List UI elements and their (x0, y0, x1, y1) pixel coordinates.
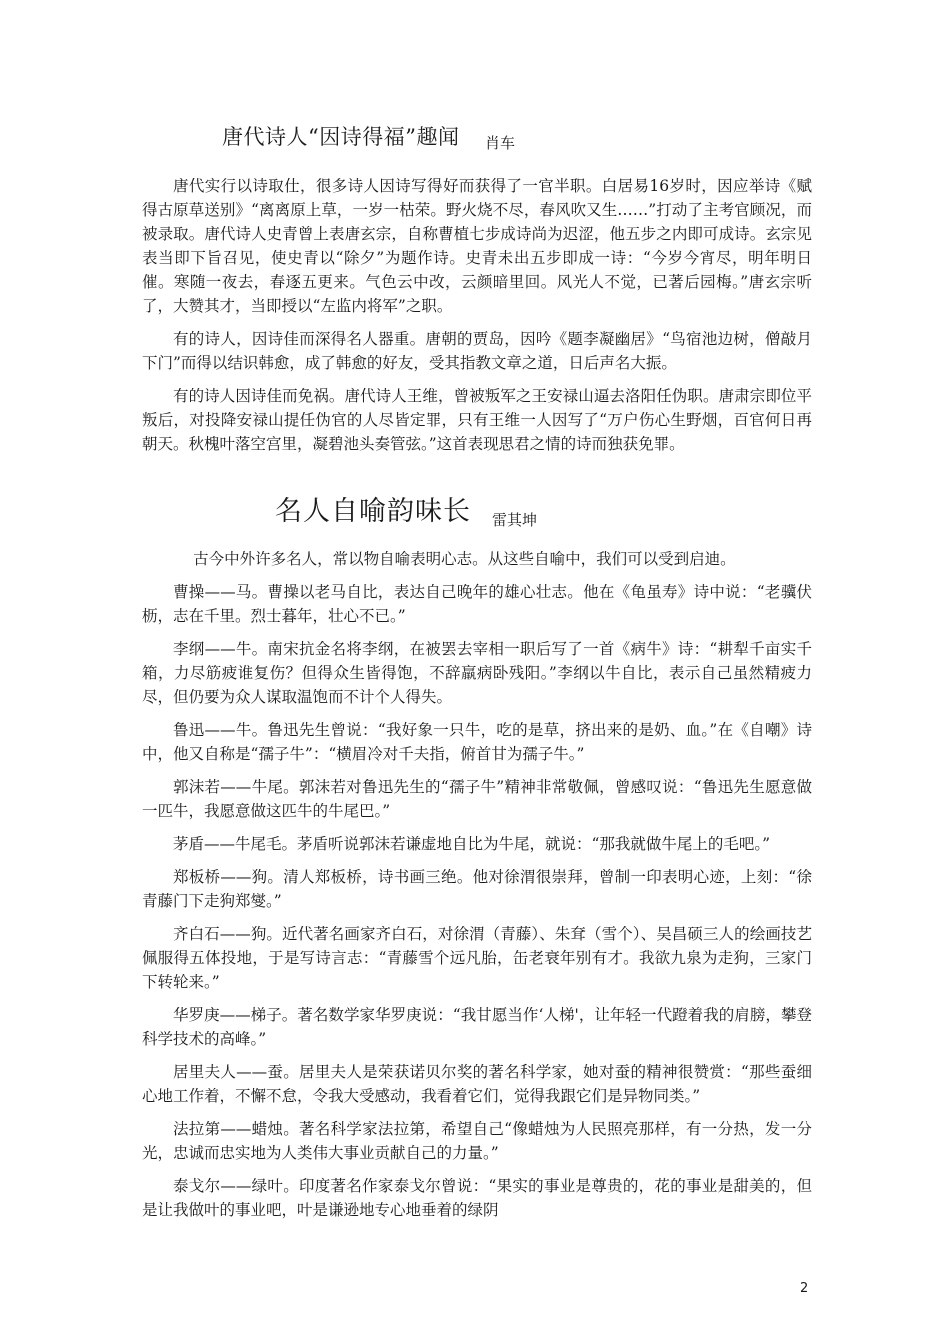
article2-paragraph: 居里夫人——蚕。居里夫人是荣获诺贝尔奖的著名科学家，她对蚕的精神很赞赏：“那些蚕细心地工作着，不懈不怠，令我大受感动，我看着它们，觉得我跟它们是异物同类。” (142, 1063, 812, 1105)
article2-paragraph: 李纲——牛。南宋抗金名将李纲，在被罢去宰相一职后写了一首《病牛》诗：“耕犁千亩实千箱，力尽筋疲谁复伤？但得众生皆得饱，不辞羸病卧残阳。”李纲以牛自比，表示自己虽然精疲力尽，但仍要为众人谋取温饱而不计个人得失。 (142, 640, 812, 706)
article2-paragraph: 法拉第——蜡烛。著名科学家法拉第，希望自己“像蜡烛为人民照亮那样，有一分热，发一分光，忠诚而忠实地为人类伟大事业贡献自己的力量。” (142, 1120, 812, 1162)
article2-paragraph: 齐白石——狗。近代著名画家齐白石，对徐渭（青藤）、朱耷（雪个）、吴昌硕三人的绘画技艺佩服得五体投地，于是写诗言志：“青藤雪个远凡胎，缶老衰年别有才。我欲九泉为走狗，三家门下转轮来。” (142, 925, 812, 991)
article1-paragraph: 有的诗人因诗佳而免祸。唐代诗人王维，曾被叛军之王安禄山逼去洛阳任伪职。唐肃宗即位平叛后，对投降安禄山提任伪官的人尽皆定罪，只有王维一人因写了“万户伤心生野烟，百官何日再朝天。秋槐叶落空宫里，凝碧池头奏管弦。”这首表现思君之情的诗而独获免罪。 (142, 387, 812, 453)
article2-intro: 古今中外许多名人，常以物自喻表明心志。从这些自喻中，我们可以受到启迪。 (193, 550, 736, 568)
article2-paragraph: 鲁迅——牛。鲁迅先生曾说：“我好象一只牛，吃的是草，挤出来的是奶、血。”在《自嘲》诗中，他又自称是“孺子牛”：“横眉冷对千夫指，俯首甘为孺子牛。” (142, 721, 812, 763)
article1-body (142, 174, 812, 465)
article2-paragraph: 郭沫若——牛尾。郭沫若对鲁迅先生的“孺子牛”精神非常敬佩，曾感叹说：“鲁迅先生愿意做一匹牛，我愿意做这匹牛的牛尾巴。” (142, 778, 812, 820)
article1-title: 唐代诗人“因诗得福”趣闻 (222, 125, 460, 149)
article1-author: 肖车 (485, 134, 516, 152)
article2-paragraph: 曹操——马。曹操以老马自比，表达自己晚年的雄心壮志。他在《龟虽寿》诗中说：“老骥伏枥，志在千里。烈士暮年，壮心不已。” (142, 583, 812, 625)
page-number: 2 (800, 1281, 809, 1296)
article1-header (222, 121, 459, 151)
article2-author: 雷其坤 (492, 511, 538, 529)
article2-paragraph: 茅盾——牛尾毛。茅盾听说郭沫若谦虚地自比为牛尾，就说：“那我就做牛尾上的毛吧。” (173, 835, 771, 853)
article1-paragraph: 有的诗人，因诗佳而深得名人器重。唐朝的贾岛，因吟《题李凝幽居》“鸟宿池边树，僧敲月下门”而得以结识韩愈，成了韩愈的好友，受其指教文章之道，日后声名大振。 (142, 330, 812, 372)
article2-paragraph: 华罗庚——梯子。著名数学家华罗庚说：“我甘愿当作‘人梯'，让年轻一代蹬着我的肩膀，攀登科学技术的高峰。” (142, 1006, 812, 1048)
article2-paragraph: 郑板桥——狗。清人郑板桥，诗书画三绝。他对徐渭很崇拜，曾制一印表明心迹，上刻：“徐青藤门下走狗郑燮。” (142, 868, 812, 910)
article2-header (275, 489, 471, 528)
article1-paragraph: 唐代实行以诗取仕，很多诗人因诗写得好而获得了一官半职。白居易16岁时，因应举诗《赋得古原草送别》“离离原上草，一岁一枯荣。野火烧不尽，春风吹又生……”打动了主考官顾况，而被录取。唐代诗人史青曾上表唐玄宗，自称曹植七步成诗尚为迟涩，他五步之内即可成诗。玄宗见表当即下旨召见，使史青以“除夕”为题作诗。史青未出五步即成一诗：“今岁今宵尽，明年明日催。寒随一夜去，春逐五更来。气色云中改，云颜暗里回。风光人不觉，已著后园梅。”唐玄宗听了，大赞其才，当即授以“左监内将军”之职。 (142, 177, 812, 315)
article2-paragraph: 泰戈尔——绿叶。印度著名作家泰戈尔曾说：“果实的事业是尊贵的，花的事业是甜美的，但是让我做叶的事业吧，叶是谦逊地专心地垂着的绿阴 (142, 1177, 812, 1219)
article2-body (142, 547, 812, 1231)
article2-title: 名人自喻韵味长 (275, 496, 471, 527)
